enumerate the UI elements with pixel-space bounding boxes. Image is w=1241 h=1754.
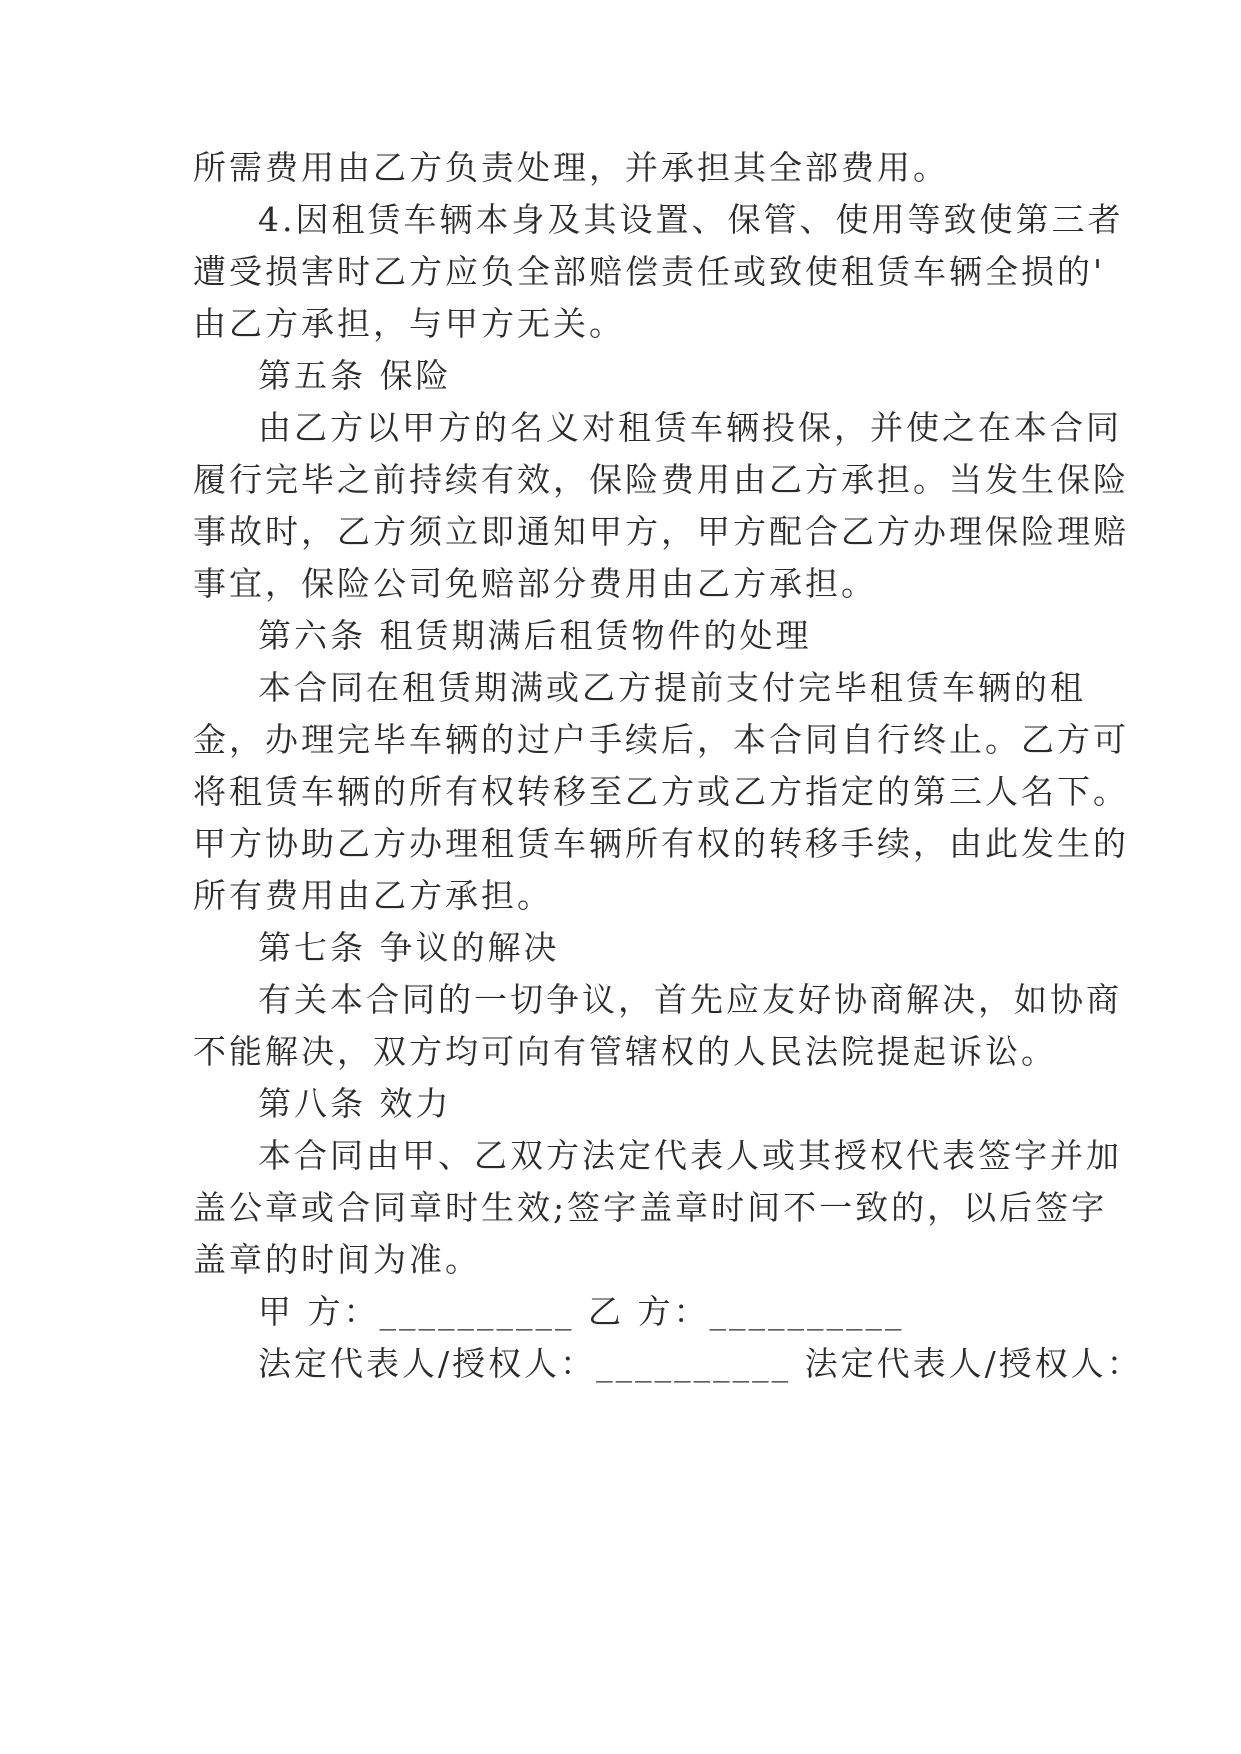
section-heading: 第八条 效力 — [258, 1084, 452, 1123]
text-line: 所需费用由乙方负责处理，并承担其全部费用。 — [193, 148, 949, 187]
text-line: 盖章的时间为准。 — [193, 1240, 481, 1279]
text-line: 本合同在租赁期满或乙方提前支付完毕租赁车辆的租 — [258, 668, 1086, 707]
text-line: 不能解决，双方均可向有管辖权的人民法院提起诉讼。 — [193, 1032, 1057, 1071]
text-line: 事故时，乙方须立即通知甲方，甲方配合乙方办理保险理赔 — [193, 512, 1129, 551]
text-line: 金，办理完毕车辆的过户手续后，本合同自行终止。乙方可 — [193, 720, 1129, 759]
text-line: 由乙方以甲方的名义对租赁车辆投保，并使之在本合同 — [258, 408, 1122, 447]
text-line: 由乙方承担，与甲方无关。 — [193, 304, 625, 343]
section-heading: 第七条 争议的解决 — [258, 928, 560, 967]
text-line: 盖公章或合同章时生效;签字盖章时间不一致的，以后签字 — [193, 1188, 1108, 1227]
text-line: 4.因租赁车辆本身及其设置、保管、使用等致使第三者 — [258, 200, 1124, 239]
text-line: 甲方协助乙方办理租赁车辆所有权的转移手续，由此发生的 — [193, 824, 1129, 863]
signature-line-representatives: 法定代表人/授权人：__________ 法定代表人/授权人： — [258, 1344, 1143, 1383]
signature-line-parties: 甲 方：__________ 乙 方：__________ — [258, 1292, 905, 1331]
text-line: 本合同由甲、乙双方法定代表人或其授权代表签字并加 — [258, 1136, 1122, 1175]
section-heading: 第六条 租赁期满后租赁物件的处理 — [258, 616, 812, 655]
text-line: 将租赁车辆的所有权转移至乙方或乙方指定的第三人名下。 — [193, 772, 1129, 811]
text-line: 事宜，保险公司免赔部分费用由乙方承担。 — [193, 564, 877, 603]
text-line: 所有费用由乙方承担。 — [193, 876, 553, 915]
text-line: 遭受损害时乙方应负全部赔偿责任或致使租赁车辆全损的' — [193, 252, 1106, 291]
section-heading: 第五条 保险 — [258, 356, 452, 395]
text-line: 履行完毕之前持续有效，保险费用由乙方承担。当发生保险 — [193, 460, 1129, 499]
text-line: 有关本合同的一切争议，首先应友好协商解决，如协商 — [258, 980, 1122, 1019]
